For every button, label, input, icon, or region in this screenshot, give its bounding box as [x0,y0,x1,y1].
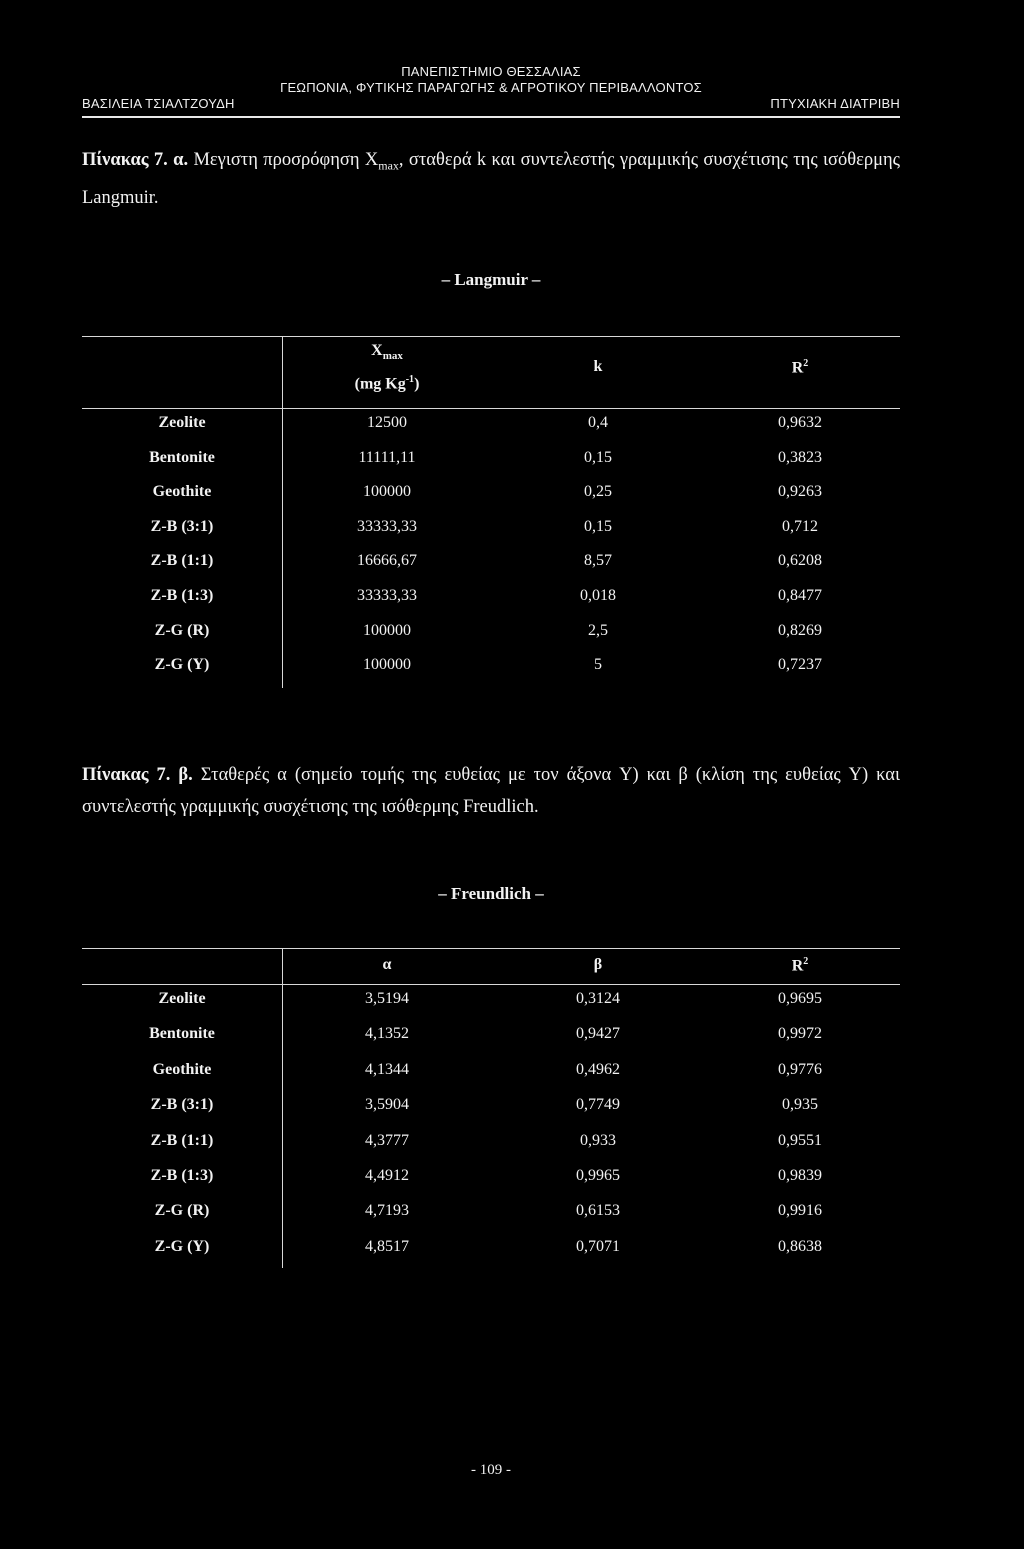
cell-r2: 0,712 [782,517,818,535]
cell-b: 0,6153 [576,1202,620,1220]
cell-xmax: 11111,11 [358,448,416,466]
header-university: ΠΑΝΕΠΙΣΤΗΜΙΟ ΘΕΣΣΑΛΙΑΣ [401,64,581,79]
row-label: Z-B (1:3) [150,587,214,604]
cell-k: 8,57 [584,552,612,570]
row-label: Z-G (Y) [154,1237,210,1255]
cell-a: 3,5904 [365,1096,409,1114]
table-title-langmuir: – Langmuir – [441,270,541,289]
caption-text: , σταθερά k και συντελεστής γραμμικής συσχέτισης της ισόθερμης Langmuir. [82,150,900,208]
row-label: Bentonite [149,1025,215,1043]
cell-r2: 0,9695 [778,990,822,1007]
cell-r2: 0,9776 [778,1060,822,1078]
cell-k: 0,25 [584,483,612,501]
header-k: k [593,358,603,375]
cell-r2: 0,9916 [778,1202,822,1220]
cell-b: 0,4962 [576,1060,620,1078]
header-r2-symbol: R [791,957,804,975]
header-alpha: α [382,956,392,973]
header-department: ΓΕΩΠΟΝΙΑ, ΦΥΤΙΚΗΣ ΠΑΡΑΓΩΓΗΣ & ΑΓΡΟΤΙΚΟΥ ΠΕΡΙΒΑΛΛΟΝΤΟΣ [280,80,702,95]
header-r2-symbol: R [791,359,804,377]
row-label: Bentonite [149,448,215,466]
cell-r2: 0,6208 [778,552,822,570]
header-doc-type: ΠΤΥΧΙΑΚΗ ΔΙΑΤΡΙΒΗ [770,96,900,111]
cell-k: 2,5 [588,621,608,639]
cell-r2: 0,9263 [778,483,822,501]
cell-xmax: 100000 [363,483,411,501]
cell-k: 0,018 [580,587,616,604]
cell-xmax: 16666,67 [357,552,417,570]
caption-label: Πίνακας 7. β. [82,765,193,785]
header-author: ΒΑΣΙΛΕΙΑ ΤΣΙΑΛΤΖΟΥΔΗ [82,96,235,111]
row-label: Z-G (Y) [154,656,210,674]
row-label: Z-G (R) [154,621,210,639]
cell-b: 0,7071 [576,1237,620,1255]
row-label: Z-B (3:1) [150,1096,214,1114]
page-number: - 109 - [471,1462,511,1478]
cell-xmax: 100000 [363,656,411,674]
caption-text: Σταθερές α (σημείο τομής της ευθείας με τον άξονα Y) και β (κλίση της ευθείας Y) και συντελεστής γραμμικής συσχέτισης της ισόθερμης Freudlich. [82,765,900,817]
cell-r2: 0,9551 [778,1131,822,1149]
cell-b: 0,3124 [576,990,620,1007]
cell-xmax: 33333,33 [357,517,417,535]
header-r2-sup: 2 [803,358,809,369]
cell-k: 0,15 [584,517,612,535]
cell-r2: 0,9972 [778,1025,822,1043]
row-label: Geothite [152,1060,212,1078]
header-xmax-sub: max [382,350,403,363]
cell-xmax: 12500 [367,414,407,431]
cell-b: 0,7749 [576,1096,620,1114]
cell-xmax: 100000 [363,621,411,639]
caption-subscript: max [378,158,399,173]
cell-a: 4,8517 [365,1237,409,1255]
cell-r2: 0,9632 [778,414,822,431]
table-title-freundlich: – Freundlich – [438,884,544,903]
cell-r2: 0,7237 [778,656,822,674]
cell-r2: 0,9839 [778,1167,822,1184]
cell-b: 0,9965 [576,1167,620,1184]
caption-text: Μεγιστη προσρόφηση X [188,150,379,170]
cell-r2: 0,8477 [778,587,822,604]
cell-b: 0,9427 [576,1025,620,1043]
cell-r2: 0,8269 [778,621,822,639]
table-top-rule [82,948,900,949]
row-label: Z-B (3:1) [150,517,214,535]
table-header-rule [82,984,900,985]
cell-k: 0,4 [588,414,608,431]
caption-label: Πίνακας 7. α. [82,150,189,170]
header-r2 [700,956,900,975]
unit-text: (mg Kg [354,375,406,393]
cell-a: 4,1344 [365,1060,409,1078]
header-beta: β [593,956,603,973]
unit-text-end: ) [414,375,420,393]
row-label: Z-B (1:1) [150,1131,214,1149]
cell-b: 0,933 [580,1131,616,1149]
cell-a: 4,4912 [365,1167,409,1184]
row-label: Z-B (1:1) [150,552,214,570]
row-label: Zeolite [158,414,206,431]
row-label: Geothite [152,483,212,501]
cell-k: 5 [594,656,602,674]
cell-a: 3,5194 [365,990,409,1007]
cell-r2: 0,935 [782,1096,818,1114]
header-xmax-symbol: X [371,342,383,359]
unit-sup: -1 [405,374,415,385]
cell-r2: 0,3823 [778,448,822,466]
header-r2-sup: 2 [803,956,809,967]
cell-a: 4,7193 [365,1202,409,1220]
cell-r2: 0,8638 [778,1237,822,1255]
row-label: Z-G (R) [154,1202,210,1220]
row-label: Z-B (1:3) [150,1167,214,1184]
cell-a: 4,1352 [365,1025,409,1043]
cell-a: 4,3777 [365,1131,409,1149]
cell-xmax: 33333,33 [357,587,417,604]
row-label: Zeolite [158,990,206,1007]
cell-k: 0,15 [584,448,612,466]
